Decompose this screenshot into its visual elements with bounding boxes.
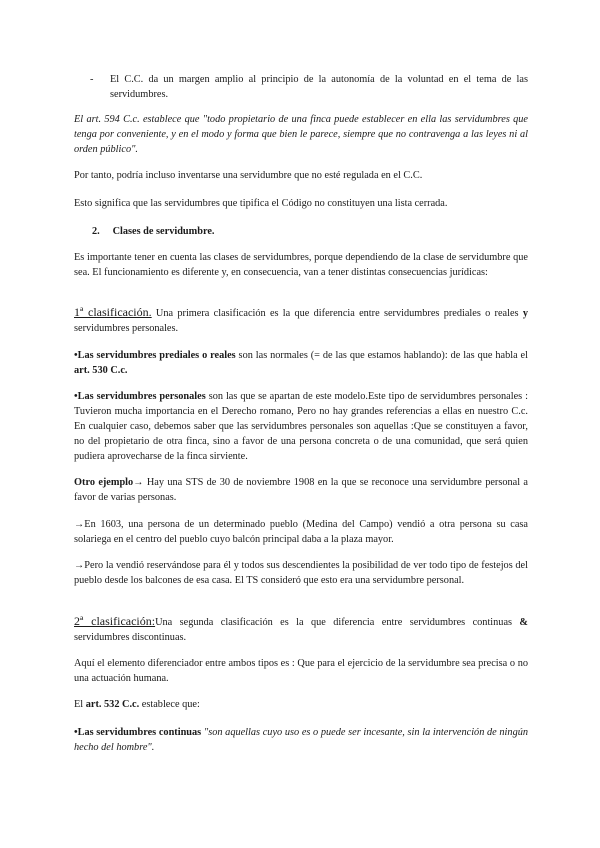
- ejemplo-term: Otro ejemplo→: [74, 477, 144, 488]
- art-532-post: establece que:: [139, 699, 200, 710]
- ejemplo-medina: →En 1603, una persona de un determinado pueblo (Medina del Campo) vendió a otra persona su casa solariega en el centro del pueblo cuyo balcón principal daba a la plaza mayor.: [74, 519, 528, 545]
- para-importante: Es importante tener en cuenta las clases de servidumbres, porque dependiendo de la clase de servidumbre que sea. El funcionamiento es diferente y, en consecuencia, van a tener distintas consecuencias jurídicas:: [74, 252, 528, 278]
- bullet-text: El C.C. da un margen amplio al principio de la autonomía de la voluntad en el tema de las servidumbres.: [110, 74, 528, 100]
- clasificacion-2-label: 2ª clasificación:: [74, 614, 156, 628]
- continuas-text: "son aquellas cuyo uso es o puede ser incesante, sin la intervención de ningún hecho del hombre".: [74, 727, 529, 753]
- clasificacion-1-y: y: [522, 308, 528, 319]
- personales-term: •Las servidumbres personales: [74, 391, 206, 402]
- section-heading: [92, 224, 215, 239]
- continuas-term: •Las servidumbres continuas: [74, 727, 202, 738]
- quote-art-594: El art. 594 C.c. establece que "todo propietario de una finca puede establecer en ella las servidumbres que tenga por conveniente, y en el modo y forma que bien le parece, siempre que no contravenga a las leyes ni al orden público".: [74, 114, 528, 155]
- art-532-ref: art. 532 C.c.: [85, 699, 140, 710]
- heading-title: Clases de servidumbre.: [112, 226, 215, 237]
- servidumbres-personales: [74, 389, 528, 464]
- clasificacion-2-text: Una segunda clasificación es la que diferencia entre servidumbres continuas: [155, 617, 520, 628]
- otro-ejemplo: [74, 475, 528, 505]
- clasificacion-1-label: 1ª clasificación.: [74, 305, 152, 319]
- para-lista-cerrada: Esto significa que las servidumbres que tipifica el Código no constituyen una lista cerrada.: [74, 198, 448, 209]
- art-532-intro: [74, 697, 528, 712]
- clasificacion-2-amp: &: [519, 617, 528, 628]
- para-por-tanto: Por tanto, podría incluso inventarse una servidumbre que no esté regulada en el C.C.: [74, 170, 423, 181]
- art-532-pre: El: [74, 699, 86, 710]
- clasificacion-1-text: Una primera clasificación es la que diferencia entre servidumbres prediales o reales: [151, 308, 523, 319]
- ejemplo-festejos: →Pero la vendió reservándose para él y todos sus descendientes la posibilidad de ver todo tipo de festejos del pueblo desde los balcones de esa casa. El TS consideró que esto era una servidumbre personal.: [74, 560, 528, 586]
- heading-number: 2.: [92, 226, 100, 237]
- clasificacion-2: [74, 614, 528, 645]
- prediales-term: •Las servidumbres prediales o reales: [74, 350, 236, 361]
- prediales-art: art. 530 C.c.: [74, 365, 128, 376]
- servidumbres-prediales: [74, 348, 528, 378]
- clasificacion-2-text-end: servidumbres discontinuas.: [74, 632, 187, 643]
- bullet-dash: -: [90, 74, 94, 85]
- prediales-text: son las normales (= de las que estamos hablando): de las que habla el: [235, 350, 528, 361]
- personales-text: son las que se apartan de este modelo.Este tipo de servidumbres personales : Tuvieron mucha importancia en el Derecho romano, Pero no hay grandes referencias a ellas en nuestro C.c. En cualquier caso, debemos saber que las servidumbres personales son aquellas :Que se constituyen a favor, no del propietario de otra finca, sino a favor de una persona concreta o de una comunidad, que será quien pudiera aprovecharse de la finca sirviente.: [74, 391, 528, 462]
- clasificacion-1-text-end: servidumbres personales.: [74, 323, 179, 334]
- servidumbres-continuas: [74, 725, 528, 755]
- clasificacion-1: [74, 305, 528, 336]
- ejemplo-text: Hay una STS de 30 de noviembre 1908 en la que se reconoce una servidumbre personal a favor de varias personas.: [74, 477, 528, 503]
- elemento-diferenciador: Aquí el elemento diferenciador entre ambos tipos es : Que para el ejercicio de la servidumbre sea precisa o no una actuación humana.: [74, 658, 528, 684]
